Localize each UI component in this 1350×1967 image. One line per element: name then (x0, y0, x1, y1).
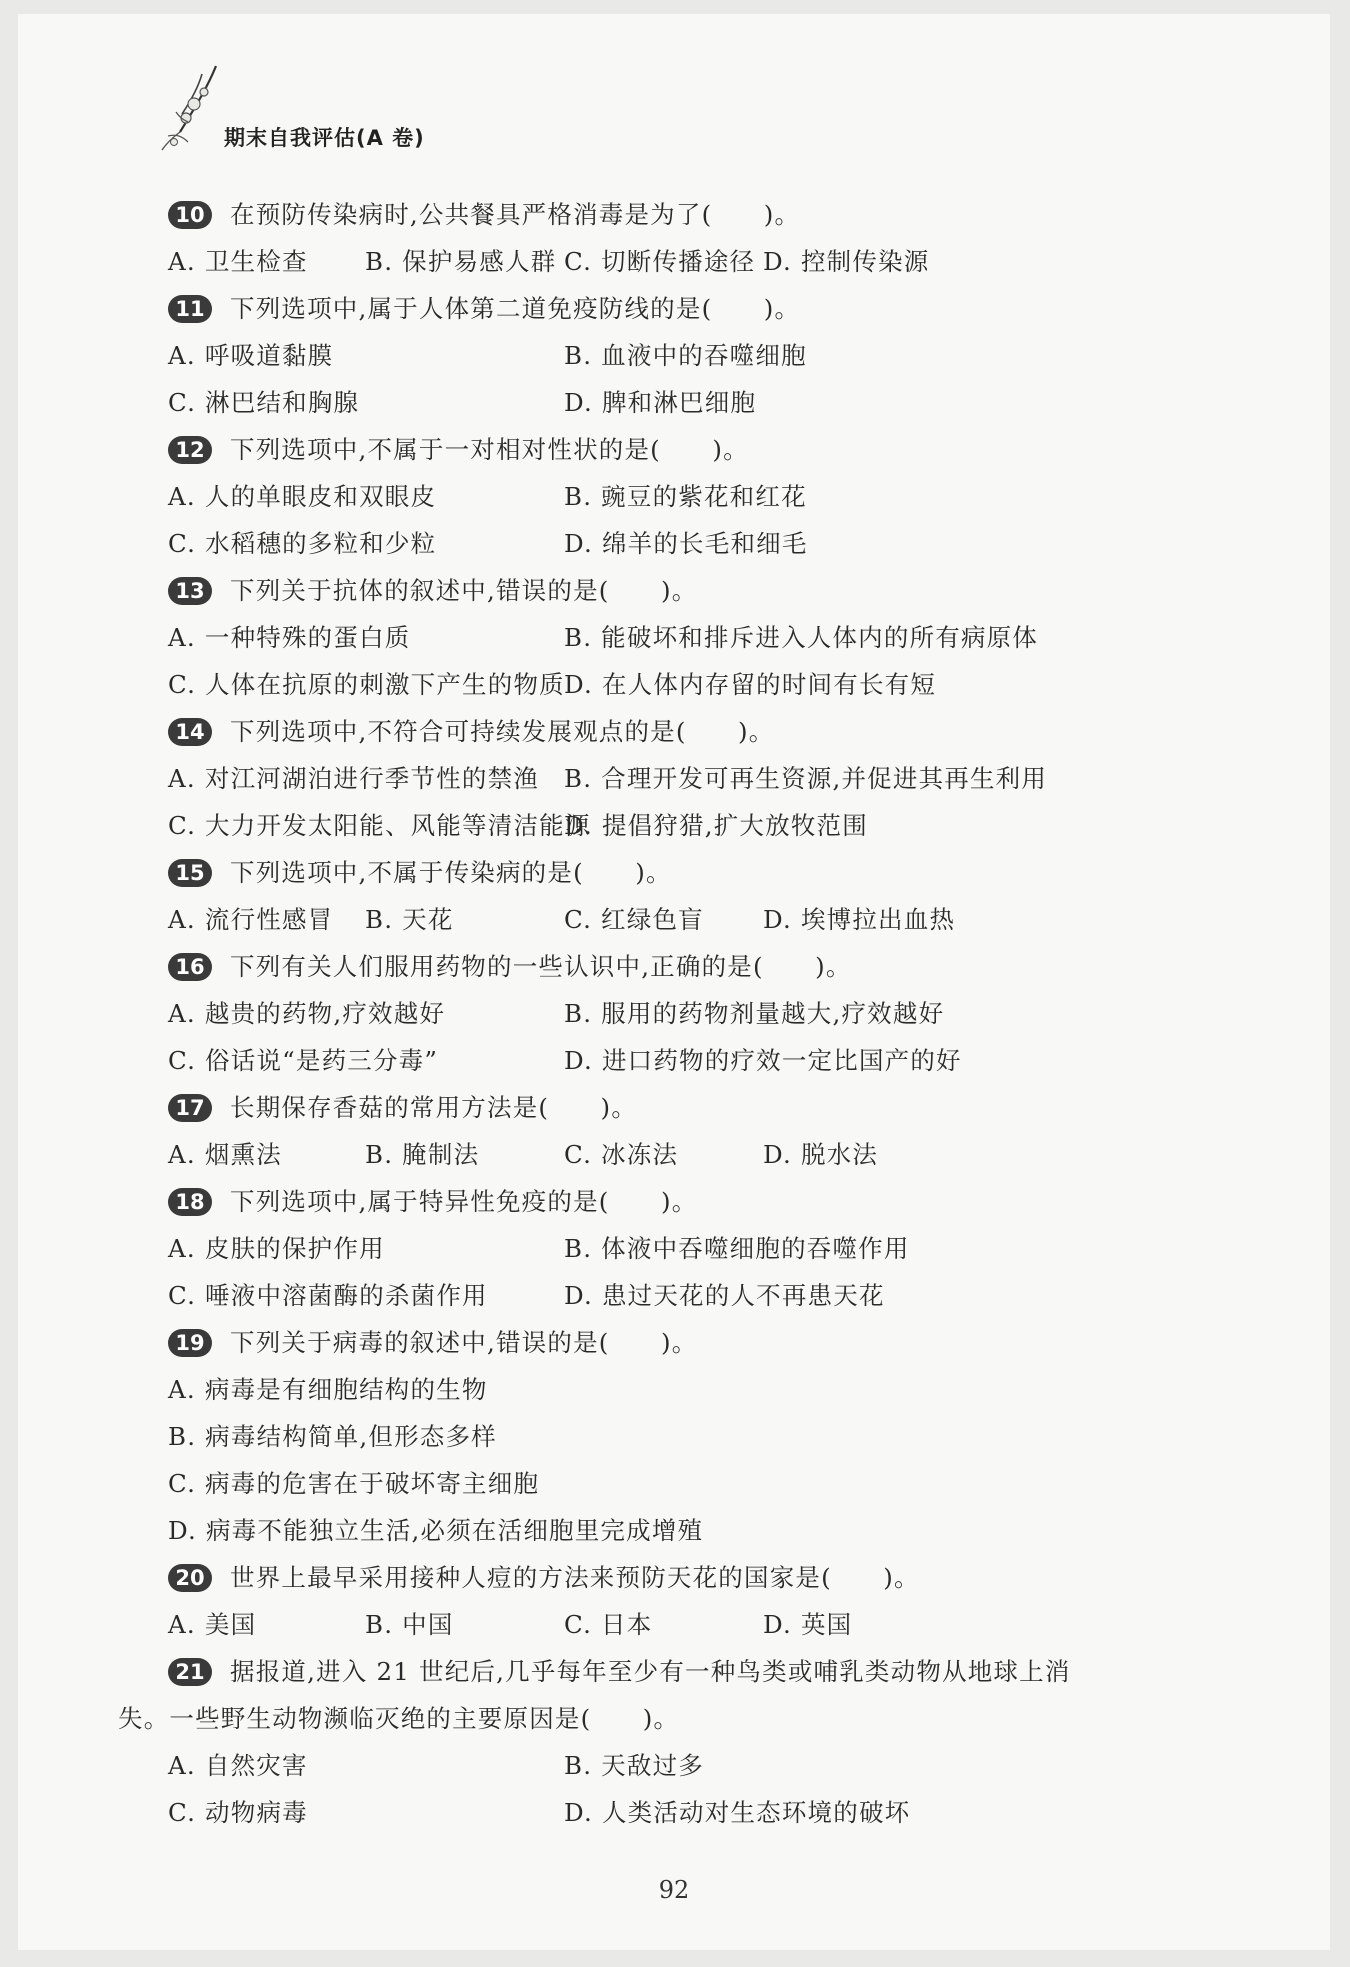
option-b: B. 豌豆的紫花和红花 (564, 482, 807, 511)
option-b: B. 腌制法 (365, 1140, 480, 1169)
question-stem (168, 191, 800, 238)
option-c: C. 切断传播途径 (564, 247, 756, 276)
option-b: B. 中国 (365, 1610, 454, 1639)
option-b: B. 病毒结构简单,但形态多样 (168, 1422, 497, 1451)
question-stem (168, 708, 775, 755)
option-a: A. 美国 (168, 1610, 257, 1639)
question-number-badge: 18 (168, 1188, 212, 1216)
question-stem (168, 1178, 697, 1225)
question-stem (168, 567, 697, 614)
option-a: A. 人的单眼皮和双眼皮 (168, 482, 437, 511)
option-c: C. 动物病毒 (168, 1798, 308, 1827)
option-d: D. 脾和淋巴细胞 (564, 388, 757, 417)
question-text: 长期保存香菇的常用方法是( )。 (230, 1093, 638, 1122)
option-b: B. 服用的药物剂量越大,疗效越好 (564, 999, 945, 1028)
question-stem (168, 285, 800, 332)
page (18, 14, 1330, 1950)
question-stem (168, 849, 672, 896)
option-a: A. 自然灾害 (168, 1751, 308, 1780)
option-b: B. 天敌过多 (564, 1751, 704, 1780)
option-b: B. 体液中吞噬细胞的吞噬作用 (564, 1234, 910, 1263)
option-d: D. 进口药物的疗效一定比国产的好 (564, 1046, 962, 1075)
option-b: B. 合理开发可再生资源,并促进其再生利用 (564, 764, 1048, 793)
option-b: B. 保护易感人群 (365, 247, 557, 276)
option-d: D. 人类活动对生态环境的破坏 (564, 1798, 911, 1827)
option-c: C. 淋巴结和胸腺 (168, 388, 360, 417)
question-text: 在预防传染病时,公共餐具严格消毒是为了( )。 (230, 200, 801, 229)
option-a: A. 烟熏法 (168, 1140, 282, 1169)
question-number-badge: 20 (168, 1564, 212, 1592)
option-a: A. 一种特殊的蛋白质 (168, 623, 411, 652)
question-text: 下列选项中,不属于一对相对性状的是( )。 (230, 435, 749, 464)
question-number-badge: 15 (168, 859, 212, 887)
option-d: D. 病毒不能独立生活,必须在活细胞里完成增殖 (168, 1516, 704, 1545)
option-a: A. 卫生检查 (168, 247, 308, 276)
option-c: C. 唾液中溶菌酶的杀菌作用 (168, 1281, 488, 1310)
question-text: 据报道,进入 21 世纪后,几乎每年至少有一种鸟类或哺乳类动物从地球上消 (230, 1657, 1071, 1686)
question-number-badge: 12 (168, 436, 212, 464)
option-c: C. 俗话说“是药三分毒” (168, 1046, 439, 1075)
question-stem (168, 943, 852, 990)
option-a: A. 越贵的药物,疗效越好 (168, 999, 446, 1028)
question-number-badge: 17 (168, 1094, 212, 1122)
option-a: A. 流行性感冒 (168, 905, 334, 934)
option-d: D. 控制传染源 (763, 247, 930, 276)
question-text: 下列选项中,不符合可持续发展观点的是( )。 (230, 717, 775, 746)
option-c: C. 病毒的危害在于破坏寄主细胞 (168, 1469, 540, 1498)
question-text: 下列选项中,属于人体第二道免疫防线的是( )。 (230, 294, 801, 323)
question-stem (168, 426, 749, 473)
question-text: 下列有关人们服用药物的一些认识中,正确的是( )。 (230, 952, 852, 981)
question-text: 世界上最早采用接种人痘的方法来预防天花的国家是( )。 (230, 1563, 920, 1592)
question-list (18, 14, 1330, 1950)
question-number-badge: 11 (168, 295, 212, 323)
question-text: 下列选项中,属于特异性免疫的是( )。 (230, 1187, 698, 1216)
option-d: D. 英国 (763, 1610, 853, 1639)
question-number-badge: 19 (168, 1329, 212, 1357)
option-c: C. 冰冻法 (564, 1140, 679, 1169)
question-stem (168, 1554, 920, 1601)
option-a: A. 皮肤的保护作用 (168, 1234, 385, 1263)
question-number-badge: 10 (168, 201, 212, 229)
option-c: C. 水稻穗的多粒和少粒 (168, 529, 437, 558)
option-d: D. 在人体内存留的时间有长有短 (564, 670, 937, 699)
question-number-badge: 14 (168, 718, 212, 746)
question-text: 下列选项中,不属于传染病的是( )。 (230, 858, 672, 887)
option-a: A. 呼吸道黏膜 (168, 341, 334, 370)
option-d: D. 绵羊的长毛和细毛 (564, 529, 808, 558)
option-c: C. 红绿色盲 (564, 905, 704, 934)
page-title: 期末自我评估(A 卷) (224, 126, 425, 150)
question-text: 下列关于抗体的叙述中,错误的是( )。 (230, 576, 698, 605)
option-a: A. 病毒是有细胞结构的生物 (168, 1375, 488, 1404)
question-number-badge: 16 (168, 953, 212, 981)
option-c: C. 大力开发太阳能、风能等清洁能源 (168, 811, 591, 840)
option-b: B. 血液中的吞噬细胞 (564, 341, 807, 370)
question-number-badge: 21 (168, 1658, 212, 1686)
question-stem (168, 1319, 697, 1366)
option-d: D. 提倡狩猎,扩大放牧范围 (564, 811, 868, 840)
question-stem (168, 1648, 1071, 1695)
option-d: D. 脱水法 (763, 1140, 879, 1169)
option-c: C. 人体在抗原的刺激下产生的物质 (168, 670, 565, 699)
page-number: 92 (658, 1876, 690, 1904)
option-d: D. 埃博拉出血热 (763, 905, 956, 934)
question-stem (168, 1084, 637, 1131)
option-c: C. 日本 (564, 1610, 653, 1639)
question-number-badge: 13 (168, 577, 212, 605)
question-text: 下列关于病毒的叙述中,错误的是( )。 (230, 1328, 698, 1357)
question-text-continuation: 失。一些野生动物濒临灭绝的主要原因是( )。 (118, 1704, 680, 1733)
option-a: A. 对江河湖泊进行季节性的禁渔 (168, 764, 539, 793)
option-d: D. 患过天花的人不再患天花 (564, 1281, 885, 1310)
option-b: B. 能破坏和排斥进入人体内的所有病原体 (564, 623, 1039, 652)
option-b: B. 天花 (365, 905, 454, 934)
